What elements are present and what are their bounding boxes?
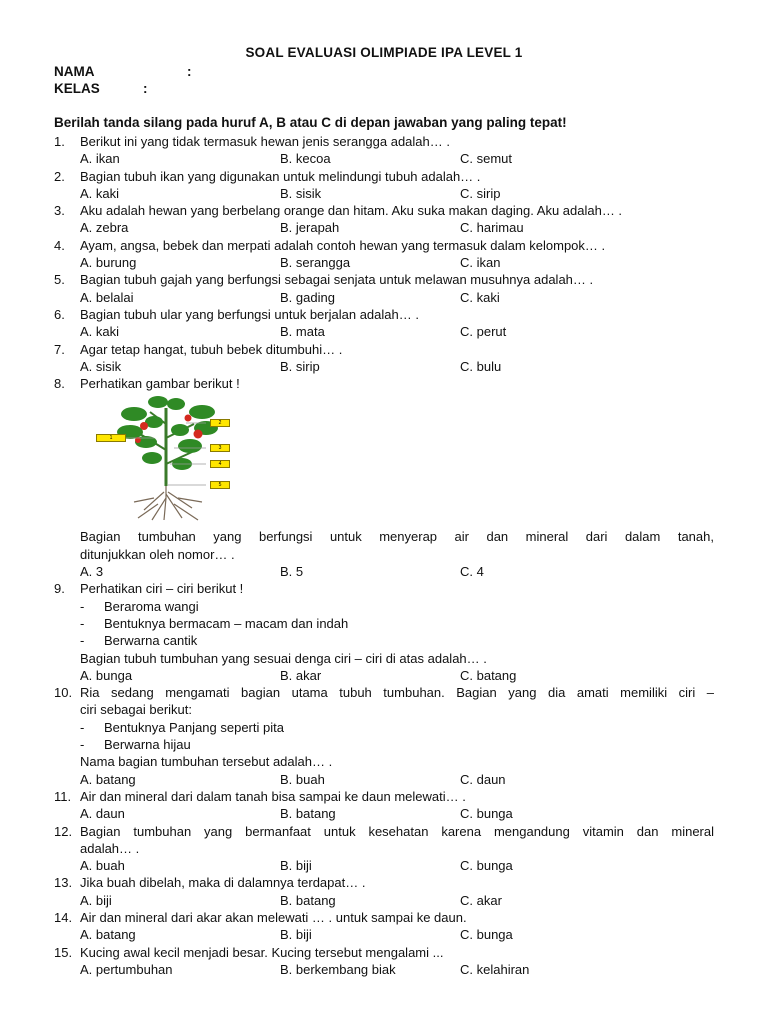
option-b[interactable]: B. biji bbox=[280, 927, 312, 943]
question-number: 3. bbox=[54, 203, 65, 219]
question-number: 15. bbox=[54, 944, 73, 960]
option-c[interactable]: C. bunga bbox=[460, 927, 513, 943]
option-c[interactable]: C. harimau bbox=[460, 220, 524, 236]
question-13 bbox=[54, 874, 714, 891]
option-a[interactable]: A. kaki bbox=[80, 324, 120, 340]
option-c[interactable]: C. akar bbox=[460, 892, 502, 908]
options-14 bbox=[80, 926, 714, 943]
option-b[interactable]: B. kecoa bbox=[280, 151, 331, 167]
instruction: Berilah tanda silang pada huruf A, B atau C di depan jawaban yang paling tepat! bbox=[54, 115, 567, 130]
option-b[interactable]: B. batang bbox=[280, 892, 336, 908]
question-11 bbox=[54, 788, 714, 805]
nama-field bbox=[54, 64, 192, 79]
option-c[interactable]: C. batang bbox=[460, 667, 517, 683]
option-a[interactable]: A. zebra bbox=[80, 220, 129, 236]
options-3 bbox=[80, 219, 714, 236]
page-title: SOAL EVALUASI OLIMPIADE IPA LEVEL 1 bbox=[245, 45, 523, 60]
question-text: Air dan mineral dari dalam tanah bisa sampai ke daun melewati… . bbox=[80, 788, 466, 804]
options-6 bbox=[80, 323, 714, 340]
bullet-text: Bentuknya bermacam – macam dan indah bbox=[104, 615, 349, 631]
plant-diagram-icon bbox=[94, 394, 244, 522]
options-7 bbox=[80, 358, 714, 375]
options-1 bbox=[80, 150, 714, 167]
option-b[interactable]: B. gading bbox=[280, 289, 335, 305]
question-number: 7. bbox=[54, 341, 65, 357]
kelas-field bbox=[54, 81, 148, 96]
bullet-item: - Berwarna cantik bbox=[80, 633, 198, 649]
question-number: 11. bbox=[54, 788, 72, 804]
options-13 bbox=[80, 892, 714, 909]
figure-label-3: 3 bbox=[210, 444, 230, 452]
question-number: 14. bbox=[54, 909, 73, 925]
option-b[interactable]: B. jerapah bbox=[280, 220, 340, 236]
question-8 bbox=[54, 375, 714, 392]
figure-label-1: 1 bbox=[96, 434, 126, 442]
option-a[interactable]: A. sisik bbox=[80, 358, 122, 374]
question-number: 4. bbox=[54, 237, 65, 253]
option-c[interactable]: C. bunga bbox=[460, 806, 513, 822]
bullet-item: - Bentuknya bermacam – macam dan indah bbox=[80, 615, 349, 631]
option-c[interactable]: C. bulu bbox=[460, 358, 502, 374]
question-text: Kucing awal kecil menjadi besar. Kucing tersebut mengalami ... bbox=[80, 944, 444, 960]
option-c[interactable]: C. bunga bbox=[460, 858, 513, 874]
bullet-item: - Bentuknya Panjang seperti pita bbox=[80, 719, 284, 735]
option-c[interactable]: C. 4 bbox=[460, 564, 484, 580]
option-b[interactable]: B. mata bbox=[280, 324, 325, 340]
question-text: Berikut ini yang tidak termasuk hewan jenis serangga adalah… . bbox=[80, 134, 450, 149]
question-9-prompt: Bagian tubuh tumbuhan yang sesuai denga ciri – ciri di atas adalah… . bbox=[80, 650, 487, 666]
option-a[interactable]: A. kaki bbox=[80, 185, 120, 201]
option-b[interactable]: B. biji bbox=[280, 858, 312, 874]
options-4 bbox=[80, 254, 714, 271]
question-text: Bagian tubuh ikan yang digunakan untuk melindungi tubuh adalah… . bbox=[80, 168, 481, 184]
option-a[interactable]: A. pertumbuhan bbox=[80, 961, 173, 977]
options-10 bbox=[80, 771, 714, 788]
option-a[interactable]: A. bunga bbox=[80, 667, 133, 683]
question-text: Ria sedang mengamati bagian utama tubuh tumbuhan. Bagian yang dia amati memiliki ciri – bbox=[80, 685, 714, 701]
question-number: 1. bbox=[54, 134, 65, 149]
question-number: 13. bbox=[54, 875, 73, 891]
bullet-text: Berwarna hijau bbox=[104, 737, 191, 753]
question-text: Perhatikan gambar berikut ! bbox=[80, 376, 240, 392]
question-5 bbox=[54, 271, 714, 288]
question-10-prompt: Nama bagian tumbuhan tersebut adalah… . bbox=[80, 754, 333, 770]
question-10 bbox=[54, 684, 714, 701]
question-8-text-2: ditunjukkan oleh nomor… . bbox=[80, 546, 235, 562]
option-c[interactable]: C. daun bbox=[460, 771, 506, 787]
option-a[interactable]: A. batang bbox=[80, 771, 136, 787]
figure-label-4: 4 bbox=[210, 460, 230, 468]
question-text: Bagian tubuh gajah yang berfungsi sebagai senjata untuk melawan musuhnya adalah… . bbox=[80, 272, 594, 288]
options-2 bbox=[80, 185, 714, 202]
bullet-text: Beraroma wangi bbox=[104, 598, 199, 614]
question-7 bbox=[54, 341, 714, 358]
option-b[interactable]: B. berkembang biak bbox=[280, 961, 396, 977]
option-c[interactable]: C. ikan bbox=[460, 255, 501, 271]
option-b[interactable]: B. 5 bbox=[280, 564, 304, 580]
question-6 bbox=[54, 306, 714, 323]
question-number: 9. bbox=[54, 581, 65, 597]
option-c[interactable]: C. semut bbox=[460, 151, 513, 167]
question-text: Air dan mineral dari akar akan melewati … . untuk sampai ke daun. bbox=[80, 909, 467, 925]
question-4 bbox=[54, 237, 714, 254]
question-text: Aku adalah hewan yang berbelang orange dan hitam. Aku suka makan daging. Aku adalah… . bbox=[80, 203, 623, 219]
options-15 bbox=[80, 961, 714, 978]
option-c[interactable]: C. kelahiran bbox=[460, 961, 530, 977]
question-8-text-1: Bagian tumbuhan yang berfungsi untuk menyerap air dan mineral dari dalam tanah, bbox=[80, 529, 714, 545]
question-1 bbox=[54, 133, 714, 150]
question-number: 10. bbox=[54, 685, 73, 701]
options-8 bbox=[80, 563, 714, 580]
option-a[interactable]: A. burung bbox=[80, 255, 137, 271]
option-c[interactable]: C. perut bbox=[460, 324, 507, 340]
question-text: Jika buah dibelah, maka di dalamnya terdapat… . bbox=[80, 875, 366, 891]
option-a[interactable]: A. biji bbox=[80, 892, 112, 908]
plant-diagram bbox=[80, 392, 714, 528]
question-text: Ayam, angsa, bebek dan merpati adalah contoh hewan yang termasuk dalam kelompok… . bbox=[80, 237, 606, 253]
question-12 bbox=[54, 823, 714, 840]
options-5 bbox=[80, 289, 714, 306]
question-text: Bagian tumbuhan yang bermanfaat untuk kesehatan karena mengandung vitamin dan mineral bbox=[80, 823, 714, 839]
question-number: 2. bbox=[54, 168, 65, 184]
figure-label-5: 5 bbox=[210, 481, 230, 489]
nama-label: NAMA bbox=[54, 64, 95, 79]
option-b[interactable]: B. buah bbox=[280, 771, 325, 787]
bullet-text: Berwarna cantik bbox=[104, 633, 198, 649]
option-a[interactable]: A. belalai bbox=[80, 289, 134, 305]
option-c[interactable]: C. kaki bbox=[460, 289, 500, 305]
question-14 bbox=[54, 909, 714, 926]
option-b[interactable]: B. batang bbox=[280, 806, 336, 822]
question-number: 8. bbox=[54, 376, 65, 392]
option-a[interactable]: A. ikan bbox=[80, 151, 120, 167]
option-a[interactable]: A. buah bbox=[80, 858, 125, 874]
options-11 bbox=[80, 805, 714, 822]
nama-colon: : bbox=[187, 64, 192, 79]
question-text: Bagian tubuh ular yang berfungsi untuk berjalan adalah… . bbox=[80, 306, 419, 322]
question-15 bbox=[54, 944, 714, 961]
option-a[interactable]: A. batang bbox=[80, 927, 136, 943]
question-text: Perhatikan ciri – ciri berikut ! bbox=[80, 581, 244, 597]
options-12 bbox=[80, 857, 714, 874]
option-b[interactable]: B. sirip bbox=[280, 358, 320, 374]
option-a[interactable]: A. 3 bbox=[80, 564, 104, 580]
question-2 bbox=[54, 168, 714, 185]
kelas-colon: : bbox=[143, 81, 148, 96]
options-9 bbox=[80, 667, 714, 684]
question-number: 5. bbox=[54, 272, 65, 288]
question-10-text-2: ciri sebagai berikut: bbox=[80, 702, 192, 718]
bullet-text: Bentuknya Panjang seperti pita bbox=[104, 719, 284, 735]
figure-label-2: 2 bbox=[210, 419, 230, 427]
option-b[interactable]: B. sisik bbox=[280, 185, 322, 201]
option-b[interactable]: B. serangga bbox=[280, 255, 351, 271]
question-9 bbox=[54, 580, 714, 597]
kelas-label: KELAS bbox=[54, 81, 100, 96]
bullet-item: - Beraroma wangi bbox=[80, 598, 199, 614]
question-number: 12. bbox=[54, 823, 73, 839]
question-list bbox=[54, 133, 714, 978]
option-c[interactable]: C. sirip bbox=[460, 185, 501, 201]
question-12-text-2: adalah… . bbox=[80, 840, 140, 856]
question-number: 6. bbox=[54, 306, 65, 322]
bullet-item: - Berwarna hijau bbox=[80, 737, 191, 753]
option-b[interactable]: B. akar bbox=[280, 667, 322, 683]
question-text: Agar tetap hangat, tubuh bebek ditumbuhi… . bbox=[80, 341, 343, 357]
roots-icon bbox=[134, 486, 202, 520]
option-a[interactable]: A. daun bbox=[80, 806, 125, 822]
question-3 bbox=[54, 202, 714, 219]
